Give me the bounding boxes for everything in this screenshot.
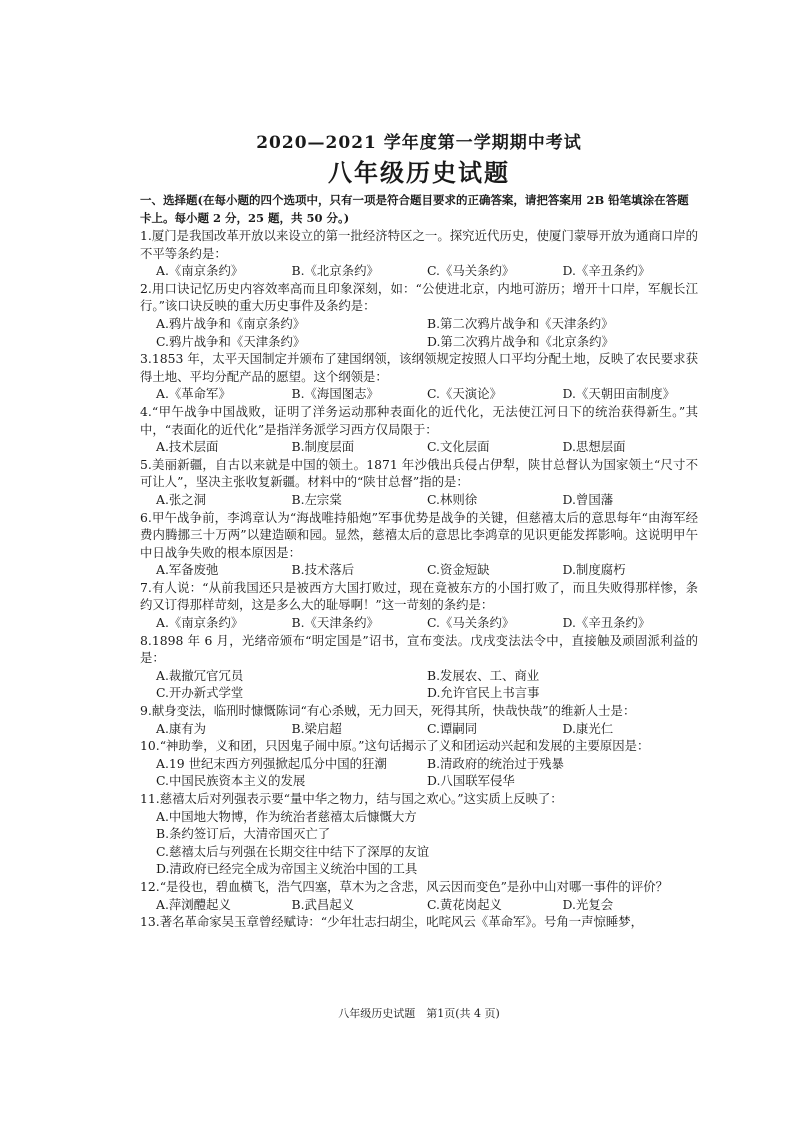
answer-option-c: C.中国民族资本主义的发展 <box>156 773 306 789</box>
question-stem: 6.甲午战争前，李鸿章认为“海战唯持船炮”军事优势是战争的关键，但慈禧太后的意思每年“由海军经费内腾挪三十万两”以建造颐和园。显然，慈禧太后的意思比李鸿章的见识更能发挥影响。这说明甲午中日战争失败的根本原因是： <box>140 509 698 560</box>
answer-option-d: D.允许官民上书言事 <box>427 685 540 701</box>
answer-option-b: B.第二次鸦片战争和《天津条约》 <box>427 315 614 331</box>
answer-option-c: C.谭嗣同 <box>427 720 478 736</box>
answer-option-b: B.《海国图志》 <box>291 386 379 402</box>
question-7 <box>140 579 698 632</box>
section-instructions: 一、选择题(在每小题的四个选项中，只有一项是符合题目要求的正确答案，请把答案用 2B 铅笔填涂在答题卡上。每小题 2 分，25 题，共 50 分。) <box>140 193 689 225</box>
question-stem: 1.厦门是我国改革开放以来设立的第一批经济特区之一。探究近代历史，使厦门蒙辱开放为通商口岸的不平等条约是： <box>140 228 698 261</box>
question-1 <box>140 227 698 280</box>
answer-options <box>140 720 698 738</box>
question-list <box>140 227 698 931</box>
question-stem: 3.1853 年，太平天国制定并颁布了建国纲领，该纲领规定按照人口平均分配土地，反映了农民要求获得土地、平均分配产品的愿望。这个纲领是： <box>140 351 698 384</box>
answer-option-d: D.第二次鸦片战争和《北京条约》 <box>427 333 614 349</box>
answer-option-b: B.《北京条约》 <box>291 263 379 279</box>
answer-option-b: B.梁启超 <box>291 720 342 736</box>
answer-option-b: B.制度层面 <box>291 439 355 455</box>
answer-option-c: C.文化层面 <box>427 439 490 455</box>
answer-option-b: B.技术落后 <box>291 562 355 578</box>
question-stem: 11.慈禧太后对列强表示要“量中华之物力，结与国之欢心。”这实质上反映了： <box>140 791 563 806</box>
answer-option-a: A.张之洞 <box>156 491 207 507</box>
question-stem: 2.用口诀记忆历史内容效率高而且印象深刻，如：“公使进北京，内地可游历；增开十口岸，军舰长江行。”该口诀反映的重大历史事件及条约是： <box>140 280 698 314</box>
question-12 <box>140 878 698 913</box>
answer-options <box>140 262 698 280</box>
answer-option-b: B.《天津条约》 <box>291 615 379 631</box>
answer-options <box>140 808 698 878</box>
question-13 <box>140 913 698 931</box>
answer-options <box>140 315 698 350</box>
answer-option-b: B.清政府的统治过于残暴 <box>427 755 564 771</box>
answer-option-a: A.《革命军》 <box>156 386 231 402</box>
answer-option-c: C.《马关条约》 <box>427 615 515 631</box>
question-stem: 9.献身变法，临刑时慷慨陈词“有心杀贼，无力回天，死得其所，快哉快哉”的维新人士是： <box>140 703 636 719</box>
answer-option-c: C.鸦片战争和《天津条约》 <box>156 333 306 349</box>
answer-option-d: D.《天朝田亩制度》 <box>562 386 676 402</box>
question-8 <box>140 632 698 702</box>
answer-option-a: A.裁撤冗官冗员 <box>156 667 244 683</box>
answer-option-a: A.《南京条约》 <box>156 263 244 279</box>
answer-options <box>140 438 698 456</box>
answer-option-c: C.资金短缺 <box>427 562 490 578</box>
answer-option-b: B.左宗棠 <box>291 491 342 507</box>
question-2 <box>140 280 698 350</box>
answer-options <box>140 614 698 632</box>
question-stem: 13.著名革命家吴玉章曾经赋诗：“少年壮志扫胡尘，叱咤风云《革命军》。号角一声惊睡梦， <box>140 914 644 930</box>
answer-option-b: B.发展农、工、商业 <box>427 667 540 683</box>
answer-option-c: C.《马关条约》 <box>427 263 515 279</box>
question-4 <box>140 403 698 456</box>
answer-option-d: D.康光仁 <box>562 720 614 736</box>
answer-option-d: D.《辛丑条约》 <box>562 263 651 279</box>
exam-term-title: 2020—2021 学年度第一学期期中考试 <box>256 133 582 153</box>
answer-options <box>140 561 698 579</box>
answer-option-a: A.康有为 <box>156 720 207 736</box>
question-9 <box>140 702 698 737</box>
answer-option-a: A.19 世纪末西方列强掀起瓜分中国的狂潮 <box>156 755 387 771</box>
answer-option-b: B.条约签订后，大清帝国灭亡了 <box>156 826 331 842</box>
answer-option-c: C.林则徐 <box>427 491 478 507</box>
answer-option-a: A.军备废弛 <box>156 562 219 578</box>
answer-option-c: C.《天演论》 <box>427 386 502 402</box>
answer-option-c: C.慈禧太后与列强在长期交往中结下了深厚的友谊 <box>156 843 430 859</box>
answer-option-d: D.《辛丑条约》 <box>562 615 651 631</box>
answer-option-d: D.八国联军侵华 <box>427 773 515 789</box>
question-5 <box>140 456 698 509</box>
answer-option-c: C.开办新式学堂 <box>156 685 244 701</box>
answer-option-d: D.清政府已经完全成为帝国主义统治中国的工具 <box>156 861 418 877</box>
answer-options <box>140 667 698 702</box>
question-stem: 8.1898 年 6 月，光绪帝颁布“明定国是”诏书，宣布变法。戊戌变法法令中，直接触及顽固派利益的是： <box>140 632 698 666</box>
answer-options <box>140 755 698 790</box>
answer-options <box>140 896 698 914</box>
question-stem: 12.“是役也，碧血横飞，浩气四塞，草木为之含悲，风云因而变色”是孙中山对哪一事件的评价？ <box>140 878 668 894</box>
answer-option-d: D.光复会 <box>562 896 614 912</box>
question-stem: 7.有人说：“从前我国还只是被西方大国打败过，现在竟被东方的小国打败了，而且失败得那样惨，条约又订得那样苛刻，这是多么大的耻辱啊！”这一苛刻的条约是： <box>140 579 698 613</box>
answer-options <box>140 385 698 403</box>
question-stem: 5.美丽新疆，自古以来就是中国的领土。1871 年沙俄出兵侵占伊犁，陕甘总督认为国家领土“尺寸不可让人”，坚决主张收复新疆。材料中的“陕甘总督”指的是： <box>140 456 698 490</box>
answer-option-a: A.技术层面 <box>156 439 219 455</box>
question-3 <box>140 350 698 403</box>
answer-option-a: A.中国地大物博，作为统治者慈禧太后慷慨大方 <box>156 808 417 824</box>
answer-option-b: B.武昌起义 <box>291 896 355 912</box>
answer-option-d: D.思想层面 <box>562 439 626 455</box>
answer-option-c: C.黄花岗起义 <box>427 896 502 912</box>
exam-subject-title: 八年级历史试题 <box>328 158 510 187</box>
answer-option-a: A.萍浏醴起义 <box>156 896 231 912</box>
question-stem: 10.“神助拳，义和团，只因鬼子闹中原。”这句话揭示了义和团运动兴起和发展的主要原因是： <box>140 738 650 754</box>
question-6 <box>140 509 698 579</box>
question-10 <box>140 737 698 790</box>
answer-option-d: D.曾国藩 <box>562 491 614 507</box>
question-11 <box>140 790 698 878</box>
answer-option-a: A.鸦片战争和《南京条约》 <box>156 315 306 331</box>
answer-options <box>140 491 698 509</box>
page-footer: 八年级历史试题 第1页(共 4 页) <box>338 1007 500 1020</box>
answer-option-a: A.《南京条约》 <box>156 615 244 631</box>
answer-option-d: D.制度腐朽 <box>562 562 626 578</box>
question-stem: 4.“甲午战争中国战败，证明了洋务运动那种表面化的近代化，无法使江河日下的统治获得新生。”其中，“表面化的近代化”是指洋务派学习西方仅局限于： <box>140 403 698 437</box>
